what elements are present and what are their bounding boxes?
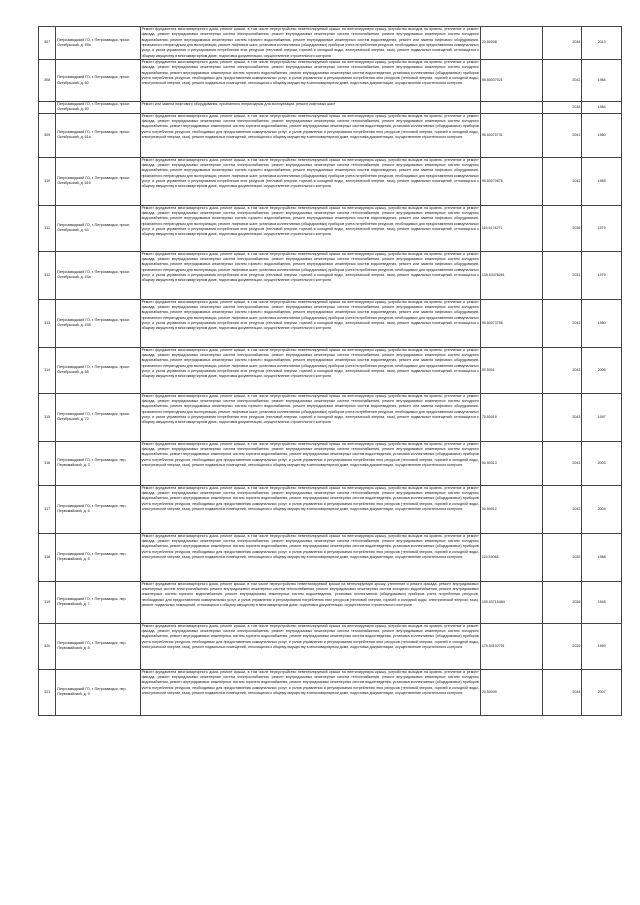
row-address: Петрозаводский ГО, г. Петрозаводск, просп. Октябрьский, д. 60 [56,60,140,102]
row-works: Ремонт фундамента многоквартирного дома, ремонт крыши, в том числе переустройство невентилируемой крыши на вентилируемую крышу, устройство выходов на кровлю, утепление и ремонт фасада, ремонт внутридомовых инженерных систем электроснабжения, ремонт внутридомовых инженерных систем теплоснабжения, ремонт внутридомовых инженерных систем холодного водоснабжения, ремонт внутридомовых инженерных систем горячего водоснабжения, ремонт внутридомовых инженерных систем водоотведения, установка коллективных (общедомовых) приборов учета потребления ресурсов, необходимых для предоставления коммунальных услуг, и узлов управления и регулирования потребления этих ресурсов (тепловой энергии, горячей и холодной воды, электрической энергии, газа), ремонт подвальных помещений, относящихся к общему имуществу в многоквартирном доме, подготовка документации, осуществление строительного контроля [140,623,480,669]
row-address: Петрозаводский ГО, г. Петрозаводск, пер. Первомайский, д. 3 [56,441,140,485]
row-address: Петрозаводский ГО, г. Петрозаводск, пер. Первомайский, д. 7 [56,581,140,623]
row-year-plan: 2041 [542,299,582,347]
row-number [39,102,56,114]
row-year-built: 1988 [582,533,622,581]
row-number: 314 [39,347,56,393]
row-cost: 75.50019 [480,393,542,441]
row-cost [480,102,542,114]
row-works: Ремонт или замена лифтового оборудования, признанного непригодным для эксплуатации, ремонт лифтовых шахт [140,102,480,114]
row-year-built: 1959 [582,623,622,669]
row-cost: 115.5174271 [480,205,542,251]
table-row [39,393,622,441]
row-year-plan: 2042 [542,60,582,102]
row-works: Ремонт фундамента многоквартирного дома, ремонт крыши, в том числе переустройство невентилируемой крыши на вентилируемую крышу, устройство выходов на кровлю, утепление и ремонт фасада, ремонт внутридомовых инженерных систем электроснабжения, ремонт внутридомовых инженерных систем теплоснабжения, ремонт внутридомовых инженерных систем холодного водоснабжения, ремонт внутридомовых инженерных систем горячего водоснабжения, ремонт внутридомовых инженерных систем водоотведения, ремонт или замена лифтового оборудования, признанного непригодным для эксплуатации, ремонт лифтовых шахт, установка коллективных (общедомовых) приборов учета потребления ресурсов, необходимых для предоставления коммунальных услуг, и узлов управления и регулирования потребления этих ресурсов (тепловой энергии, горячей и холодной воды, электрической энергии, газа), ремонт подвальных помещений, относящихся к общему имуществу в многоквартирном доме, подготовка документации, осуществление строительного контроля [140,299,480,347]
row-cost: 50.5001 [480,347,542,393]
row-address: Петрозаводский ГО, г. Петрозаводск, просп. Октябрьский, д. 70 [56,393,140,441]
row-number: 318 [39,533,56,581]
row-year-built: 2013 [582,27,622,60]
row-number: 315 [39,393,56,441]
row-works: Ремонт фундамента многоквартирного дома, ремонт крыши, в том числе переустройство невентилируемой крыши на вентилируемую крышу, устройство выходов на кровлю, утепление и ремонт фасада, ремонт внутридомовых инженерных систем электроснабжения, ремонт внутридомовых инженерных систем теплоснабжения, ремонт внутридомовых инженерных систем холодного водоснабжения, ремонт внутридомовых инженерных систем горячего водоснабжения, ремонт внутридомовых инженерных систем водоотведения, установка коллективных (общедомовых) приборов учета потребления ресурсов, необходимых для предоставления коммунальных услуг, и узлов управления и регулирования потребления этих ресурсов (тепловой энергии, горячей и холодной воды, электрической энергии, газа), ремонт подвальных помещений, относящихся к общему имуществу в многоквартирном доме, подготовка документации, осуществление строительного контроля [140,60,480,102]
table-row [39,441,622,485]
row-cost: 95.50070676 [480,157,542,205]
row-number: 320 [39,623,56,669]
row-cost: 95.50073756 [480,299,542,347]
row-cost: 95.50070731 [480,113,542,157]
row-number: 312 [39,251,56,299]
row-address: Петрозаводский ГО, г. Петрозаводск, пер. Первомайский, д. 5 [56,533,140,581]
row-cost: 175.54102751 [480,623,542,669]
row-address: Петрозаводский ГО, г. Петрозаводск, просп. Октябрьский, д. 68 [56,347,140,393]
row-number: 319 [39,581,56,623]
row-number: 317 [39,485,56,533]
row-year-plan: 2043 [542,441,582,485]
table-row [39,113,622,157]
row-year-built: 1980 [582,113,622,157]
row-address: Петрозаводский ГО, г. Петрозаводск, просп. Октябрьский, д. 59а [56,27,140,60]
row-works: Ремонт фундамента многоквартирного дома, ремонт крыши, в том числе переустройство невентилируемой крыши на вентилируемую крышу, устройство выходов на кровлю, утепление и ремонт фасада, ремонт внутридомовых инженерных систем электроснабжения, ремонт внутридомовых инженерных систем теплоснабжения, ремонт внутридомовых инженерных систем холодного водоснабжения, ремонт внутридомовых инженерных систем горячего водоснабжения, ремонт внутридомовых инженерных систем водоотведения, ремонт или замена лифтового оборудования, признанного непригодным для эксплуатации, ремонт лифтовых шахт, установка коллективных (общедомовых) приборов учета потребления ресурсов, необходимых для предоставления коммунальных услуг, и узлов управления и регулирования потребления этих ресурсов (тепловой энергии, горячей и холодной воды, электрической энергии, газа), ремонт подвальных помещений, относящихся к общему имуществу в многоквартирном доме, подготовка документации, осуществление строительного контроля [140,393,480,441]
table-row [39,205,622,251]
row-year-built: 1980 [582,299,622,347]
table-row [39,533,622,581]
row-year-built: 2003 [582,441,622,485]
row-year-built: 1984 [582,60,622,102]
table-row [39,60,622,102]
table-row [39,27,622,60]
row-cost: 95.50007021 [480,60,542,102]
row-cost: 115.53048 [480,533,542,581]
table-row [39,347,622,393]
row-number: 313 [39,299,56,347]
row-year-plan: 2043 [542,347,582,393]
row-works: Ремонт фундамента многоквартирного дома, ремонт крыши, в том числе переустройство невентилируемой крыши на вентилируемую крышу, устройство выходов на кровлю, утепление и ремонт фасада, ремонт внутридомовых инженерных систем электроснабжения, ремонт внутридомовых инженерных систем теплоснабжения, ремонт внутридомовых инженерных систем холодного водоснабжения, ремонт внутридомовых инженерных систем горячего водоснабжения, ремонт внутридомовых инженерных систем водоотведения, ремонт или замена лифтового оборудования, признанного непригодным для эксплуатации, ремонт лифтовых шахт, установка коллективных (общедомовых) приборов учета потребления ресурсов, необходимых для предоставления коммунальных услуг, и узлов управления и регулирования потребления этих ресурсов (тепловой энергии, горячей и холодной воды, электрической энергии, газа), ремонт подвальных помещений, относящихся к общему имуществу в многоквартирном доме, подготовка документации, осуществление строительного контроля [140,251,480,299]
row-works: Ремонт фундамента многоквартирного дома, ремонт крыши, в том числе переустройство невентилируемой крыши на вентилируемую крышу, устройство выходов на кровлю, утепление и ремонт фасада, ремонт внутридомовых инженерных систем электроснабжения, ремонт внутридомовых инженерных систем теплоснабжения, ремонт внутридомовых инженерных систем холодного водоснабжения, ремонт внутридомовых инженерных систем горячего водоснабжения, ремонт внутридомовых инженерных систем водоотведения, ремонт или замена лифтового оборудования, признанного непригодным для эксплуатации, ремонт лифтовых шахт, установка коллективных (общедомовых) приборов учета потребления ресурсов, необходимых для предоставления коммунальных услуг, и узлов управления и регулирования потребления этих ресурсов (тепловой энергии, горячей и холодной воды, электрической энергии, газа), ремонт подвальных помещений, относящихся к общему имуществу в многоквартирном доме, подготовка документации, осуществление строительного контроля [140,347,480,393]
row-year-plan: 2043 [542,485,582,533]
row-year-plan: 2031 [542,251,582,299]
row-cost: 50.50013 [480,441,542,485]
row-address: Петрозаводский ГО, г. Петрозаводск, просп. Октябрьский, д. 61б [56,157,140,205]
row-works: Ремонт фундамента многоквартирного дома, ремонт крыши, в том числе переустройство невентилируемой крыши на вентилируемую крышу, устройство выходов на кровлю, утепление и ремонт фасада, ремонт внутридомовых инженерных систем электроснабжения, ремонт внутридомовых инженерных систем теплоснабжения, ремонт внутридомовых инженерных систем холодного водоснабжения, ремонт внутридомовых инженерных систем горячего водоснабжения, ремонт внутридомовых инженерных систем водоотведения, установка коллективных (общедомовых) приборов учета потребления ресурсов, необходимых для предоставления коммунальных услуг, и узлов управления и регулирования потребления этих ресурсов (тепловой энергии, горячей и холодной воды, электрической энергии, газа), ремонт подвальных помещений, относящихся к общему имуществу в многоквартирном доме, подготовка документации, осуществление строительного контроля [140,485,480,533]
row-number: 309 [39,113,56,157]
table-row [39,581,622,623]
row-year-built: 1984 [582,102,622,114]
row-cost: 155.53715484 [480,581,542,623]
table-row [39,623,622,669]
row-works: Ремонт фундамента многоквартирного дома, ремонт крыши, в том числе переустройство невентилируемой крыши на вентилируемую крышу, устройство выходов на кровлю, утепление и ремонт фасада, ремонт внутридомовых инженерных систем электроснабжения, ремонт внутридомовых инженерных систем теплоснабжения, ремонт внутридомовых инженерных систем холодного водоснабжения, ремонт внутридомовых инженерных систем горячего водоснабжения, ремонт внутридомовых инженерных систем водоотведения, ремонт или замена лифтового оборудования, признанного непригодным для эксплуатации, ремонт лифтовых шахт, установка коллективных (общедомовых) приборов учета потребления ресурсов, необходимых для предоставления коммунальных услуг, и узлов управления и регулирования потребления этих ресурсов (тепловой энергии, горячей и холодной воды, электрической энергии, газа), ремонт подвальных помещений, относящихся к общему имуществу в многоквартирном доме, подготовка документации, осуществление строительного контроля [141,27,479,58]
row-year-plan: 2026 [542,581,582,623]
row-address: Петрозаводский ГО, г. Петрозаводск, просп. Октябрьский, д. 63 [56,205,140,251]
document-page [38,26,622,716]
row-year-plan: 2036 [542,205,582,251]
row-address: Петрозаводский ГО, г. Петрозаводск, просп. Октябрьский, д. 60 [56,102,140,114]
table-row [39,669,622,715]
table-body [39,27,622,716]
row-year-built: 2007 [582,669,622,715]
row-number: 307 [39,27,56,60]
table-row [39,299,622,347]
row-year-plan: 2035 [542,533,582,581]
row-year-built: 1979 [582,205,622,251]
row-year-built: 1979 [582,251,622,299]
row-number: 321 [39,669,56,715]
table-row [39,251,622,299]
row-cost: 135.53476061 [480,251,542,299]
row-works: Ремонт фундамента многоквартирного дома, ремонт крыши, в том числе переустройство невентилируемой крыши на вентилируемую крышу, устройство выходов на кровлю, утепление и ремонт фасада, ремонт внутридомовых инженерных систем электроснабжения, ремонт внутридомовых инженерных систем теплоснабжения, ремонт внутридомовых инженерных систем холодного водоснабжения, ремонт внутридомовых инженерных систем горячего водоснабжения, ремонт внутридомовых инженерных систем водоотведения, ремонт или замена лифтового оборудования, признанного непригодным для эксплуатации, ремонт лифтовых шахт, установка коллективных (общедомовых) приборов учета потребления ресурсов, необходимых для предоставления коммунальных услуг, и узлов управления и регулирования потребления этих ресурсов (тепловой энергии, горячей и холодной воды, электрической энергии, газа), ремонт подвальных помещений, относящихся к общему имуществу в многоквартирном доме, подготовка документации, осуществление строительного контроля [140,157,480,205]
table-row [39,485,622,533]
row-address: Петрозаводский ГО, г. Петрозаводск, пер. Первомайский, д. 9 [56,669,140,715]
row-year-plan: 2041 [542,113,582,157]
row-number: 310 [39,157,56,205]
row-address: Петрозаводский ГО, г. Петрозаводск, просп. Октябрьский, д. 43б [56,299,140,347]
row-works: Ремонт фундамента многоквартирного дома, ремонт крыши, в том числе переустройство невентилируемой крыши на вентилируемую крышу, устройство выходов на кровлю, утепление и ремонт фасада, ремонт внутридомовых инженерных систем электроснабжения, ремонт внутридомовых инженерных систем теплоснабжения, ремонт внутридомовых инженерных систем холодного водоснабжения, ремонт внутридомовых инженерных систем горячего водоснабжения, ремонт внутридомовых инженерных систем водоотведения, установка коллективных (общедомовых) приборов учета потребления ресурсов, необходимых для предоставления коммунальных услуг, и узлов управления и регулирования потребления этих ресурсов (тепловой энергии, горячей и холодной воды, электрической энергии, газа), ремонт подвальных помещений, относящихся к общему имуществу в многоквартирном доме, подготовка документации, осуществление строительного контроля [140,669,480,715]
row-address: Петрозаводский ГО, г. Петрозаводск, пер. Первомайский, д. 8 [56,623,140,669]
row-address: Петрозаводский ГО, г. Петрозаводск, просп. Октябрьский, д. 61а [56,113,140,157]
row-works: Ремонт фундамента многоквартирного дома, ремонт крыши, в том числе переустройство невентилируемой крыши на вентилируемую крышу, устройство выходов на кровлю, утепление и ремонт фасада, ремонт внутридомовых инженерных систем электроснабжения, ремонт внутридомовых инженерных систем теплоснабжения, ремонт внутридомовых инженерных систем холодного водоснабжения, ремонт внутридомовых инженерных систем горячего водоснабжения, ремонт внутридомовых инженерных систем водоотведения, установка коллективных (общедомовых) приборов учета потребления ресурсов, необходимых для предоставления коммунальных услуг, и узлов управления и регулирования потребления этих ресурсов (тепловой энергии, горячей и холодной воды, электрической энергии, газа), ремонт подвальных помещений, относящихся к общему имуществу в многоквартирном доме, подготовка документации, осуществление строительного контроля [140,533,480,581]
row-number: 316 [39,441,56,485]
row-cost: 20.50009 [480,669,542,715]
row-cost: 20.50008 [480,27,542,60]
row-year-plan: 2018 [542,102,582,114]
row-year-plan: 2043 [542,393,582,441]
capital-repair-table [38,26,622,716]
row-year-plan: 2029 [542,623,582,669]
table-row [39,157,622,205]
row-number: 311 [39,205,56,251]
row-year-built: 2006 [582,347,622,393]
table-row [39,102,622,114]
row-works: Ремонт фундамента многоквартирного дома, ремонт крыши, в том числе переустройство невентилируемой крыши на вентилируемую крышу, устройство выходов на кровлю, утепление и ремонт фасада, ремонт внутридомовых инженерных систем электроснабжения, ремонт внутридомовых инженерных систем теплоснабжения, ремонт внутридомовых инженерных систем холодного водоснабжения, ремонт внутридомовых инженерных систем горячего водоснабжения, ремонт внутридомовых инженерных систем водоотведения, установка коллективных (общедомовых) приборов учета потребления ресурсов, необходимых для предоставления коммунальных услуг, и узлов управления и регулирования потребления этих ресурсов (тепловой энергии, горячей и холодной воды, электрической энергии, газа), ремонт подвальных помещений, относящихся к общему имуществу в многоквартирном доме, подготовка документации, осуществление строительного контроля [140,113,480,157]
row-works: Ремонт фундамента многоквартирного дома, ремонт крыши, в том числе переустройство невентилируемой крыши на вентилируемую крышу, устройство выходов на кровлю, утепление и ремонт фасада, ремонт внутридомовых инженерных систем электроснабжения, ремонт внутридомовых инженерных систем теплоснабжения, ремонт внутридомовых инженерных систем холодного водоснабжения, ремонт внутридомовых инженерных систем горячего водоснабжения, ремонт внутридомовых инженерных систем водоотведения, установка коллективных (общедомовых) приборов учета потребления ресурсов, необходимых для предоставления коммунальных услуг, и узлов управления и регулирования потребления этих ресурсов (тепловой энергии, горячей и холодной воды, электрической энергии, газа), ремонт подвальных помещений, относящихся к общему имуществу в многоквартирном доме, подготовка документации, осуществление строительного контроля [140,441,480,485]
row-year-built: 1997 [582,393,622,441]
row-works: Ремонт фундамента многоквартирного дома, ремонт крыши, в том числе переустройство невентилируемой крыши на вентилируемую крышу, утепление и ремонт фасада, ремонт внутридомовых инженерных систем электроснабжения, ремонт внутридомовых инженерных систем теплоснабжения, ремонт внутридомовых инженерных систем холодного водоснабжения, ремонт внутридомовых инженерных систем горячего водоснабжения, ремонт внутридомовых инженерных систем водоотведения, установка коллективных (общедомовых) приборов учета потребления ресурсов, необходимых для предоставления коммунальных услуг, и узлов управления и регулирования потребления этих ресурсов (тепловой энергии, горячей и холодной воды, электрической энергии, газа), ремонт подвальных помещений, относящихся к общему имуществу в многоквартирном доме, подготовка документации, осуществление строительного контроля [140,581,480,623]
row-year-built: 1985 [582,157,622,205]
row-year-plan: 2041 [542,157,582,205]
row-address: Петрозаводский ГО, г. Петрозаводск, пер. Первомайский, д. 6 [56,485,140,533]
row-address: Петрозаводский ГО, г. Петрозаводск, просп. Октябрьский, д. 43а [56,251,140,299]
row-year-built: 1945 [582,581,622,623]
row-number: 308 [39,60,56,102]
row-works: Ремонт фундамента многоквартирного дома, ремонт крыши, в том числе переустройство невентилируемой крыши на вентилируемую крышу, устройство выходов на кровлю, утепление и ремонт фасада, ремонт внутридомовых инженерных систем электроснабжения, ремонт внутридомовых инженерных систем теплоснабжения, ремонт внутридомовых инженерных систем холодного водоснабжения, ремонт внутридомовых инженерных систем горячего водоснабжения, ремонт внутридомовых инженерных систем водоотведения, ремонт или замена лифтового оборудования, признанного непригодным для эксплуатации, ремонт лифтовых шахт, установка коллективных (общедомовых) приборов учета потребления ресурсов, необходимых для предоставления коммунальных услуг, и узлов управления и регулирования потребления этих ресурсов (тепловой энергии, горячей и холодной воды, электрической энергии, газа), ремонт подвальных помещений, относящихся к общему имуществу в многоквартирном доме, подготовка документации, осуществление строительного контроля [140,205,480,251]
row-year-built: 2004 [582,485,622,533]
row-year-plan: 2044 [542,669,582,715]
row-year-plan: 2044 [542,27,582,60]
row-cost: 50.50012 [480,485,542,533]
